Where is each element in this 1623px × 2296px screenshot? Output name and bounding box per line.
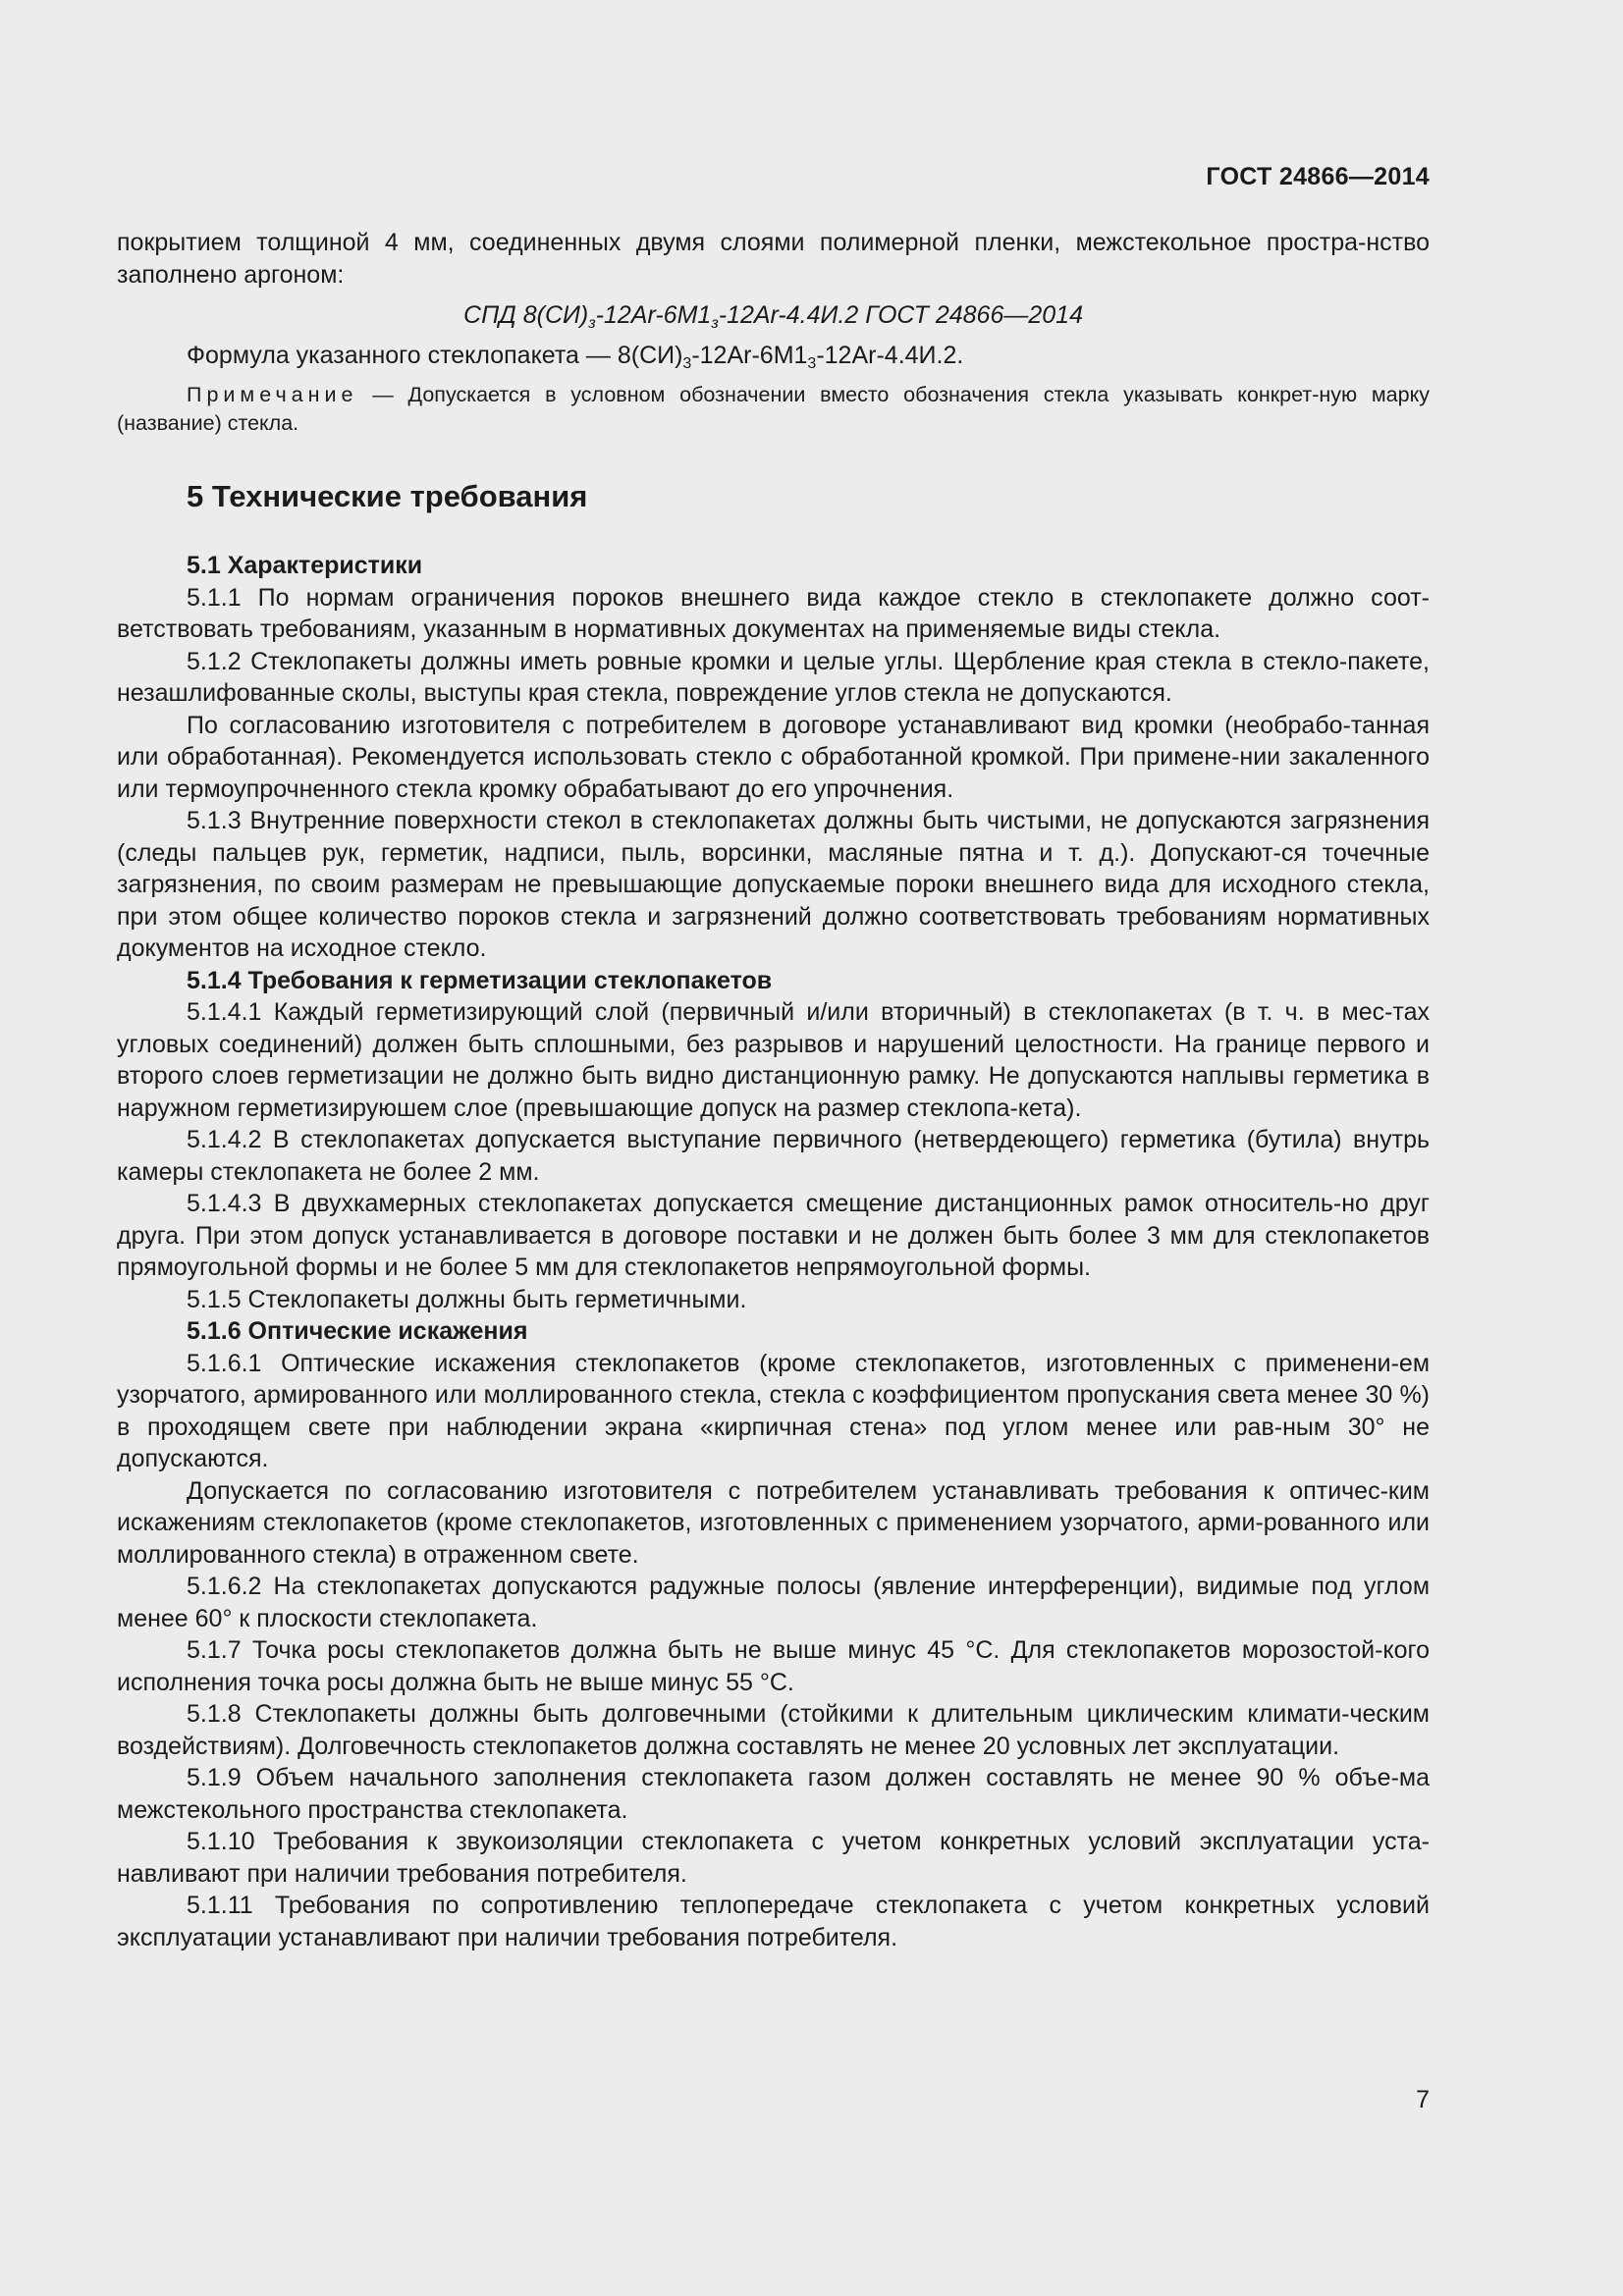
paragraph-5-1-8: 5.1.8 Стеклопакеты должны быть долговечными (стойкими к длительным циклическим климати-ческим воздействиям). Долговечность стеклопакетов должна составлять не менее 20 условных лет эксплуатации. bbox=[117, 1700, 1430, 1760]
document-id-header: ГОСТ 24866—2014 bbox=[1206, 163, 1430, 190]
page-number: 7 bbox=[1416, 2086, 1430, 2113]
paragraph-5-1-6-1: 5.1.6.1 Оптические искажения стеклопакетов (кроме стеклопакетов, изготовленных с применени-ем узорчатого, армированного или моллированного стекла, стекла с коэффициентом пропускания света менее 30 %) в проходящем свете при наблюдении экрана «кирпичная стена» под углом менее или рав-ным 30° не допускаются. bbox=[117, 1349, 1430, 1472]
formula-subscript: 3 bbox=[807, 354, 817, 372]
page-content bbox=[117, 227, 1430, 1953]
paragraph-5-1-2: 5.1.2 Стеклопакеты должны иметь ровные кромки и целые углы. Щербление края стекла в стекло-пакете, незашлифованные сколы, выступы края стекла, повреждение углов стекла не допускаются. bbox=[117, 647, 1430, 707]
formula-part: СПД 8(СИ) bbox=[463, 301, 589, 329]
paragraph-5-1-6-1-cont: Допускается по согласованию изготовителя с потребителем устанавливать требования к оптичес-ким искажениям стеклопакетов (кроме стеклопакетов, изготовленных с применением узорчатого, арми-рованного или моллированного стекла) в отраженном свете. bbox=[117, 1476, 1430, 1569]
paragraph-5-1-2-cont: По согласованию изготовителя с потребителем в договоре устанавливают вид кромки (необрабо-танная или обработанная). Рекомендуется использовать стекло с обработанной кромкой. При примене-нии закаленного или термоупрочненного стекла кромку обрабатывают до его упрочнения. bbox=[117, 711, 1430, 803]
formula-subscript: з bbox=[588, 315, 596, 332]
heading-5-1-6: 5.1.6 Оптические искажения bbox=[187, 1317, 528, 1345]
paragraph-5-1-4-3: 5.1.4.3 В двухкамерных стеклопакетах допускается смещение дистанционных рамок относитель-но друг друга. При этом допуск устанавливается в договоре поставки и не должен быть более 3 мм для стеклопакетов прямоугольной формы и не более 5 мм для стеклопакетов непрямоугольной формы. bbox=[117, 1190, 1430, 1281]
paragraph-5-1-10: 5.1.10 Требования к звукоизоляции стеклопакета с учетом конкретных условий эксплуатации уста-навливают при наличии требования потребителя. bbox=[117, 1828, 1430, 1888]
formula-text: -12Ar-6M1 bbox=[691, 341, 808, 369]
note-text: — Допускается в условном обозначении вместо обозначения стекла указывать конкрет-ную марку (название) стекла. bbox=[117, 383, 1430, 435]
paragraph-5-1-1: 5.1.1 По нормам ограничения пороков внешнего вида каждое стекло в стеклопакете должно соот-ветствовать требованиям, указанным в нормативных документах на применяемые виды стекла. bbox=[117, 583, 1430, 643]
formula-explanation bbox=[117, 340, 1430, 372]
paragraph-5-1-7: 5.1.7 Точка росы стеклопакетов должна быть не выше минус 45 °С. Для стеклопакетов морозостой-кого исполнения точка росы должна быть не выше минус 55 °С. bbox=[117, 1636, 1430, 1696]
paragraph-5-1-4-2: 5.1.4.2 В стеклопакетах допускается выступание первичного (нетвердеющего) герметика (бутила) внутрь камеры стеклопакета не более 2 мм. bbox=[117, 1126, 1430, 1186]
paragraph-5-1-5: 5.1.5 Стеклопакеты должны быть герметичными. bbox=[187, 1285, 747, 1313]
intro-paragraph: покрытием толщиной 4 мм, соединенных двумя слоями полимерной пленки, межстекольное простра-нство заполнено аргоном: bbox=[117, 229, 1430, 289]
paragraph-5-1-6-2: 5.1.6.2 На стеклопакетах допускаются радужные полосы (явление интерференции), видимые под углом менее 60° к плоскости стеклопакета. bbox=[117, 1573, 1430, 1632]
note-paragraph bbox=[117, 381, 1430, 438]
subsection-heading: 5.1 Характеристики bbox=[187, 552, 423, 579]
paragraph-5-1-9: 5.1.9 Объем начального заполнения стеклопакета газом должен составлять не менее 90 % объе-ма межстекольного пространства стеклопакета. bbox=[117, 1764, 1430, 1824]
paragraph-5-1-11: 5.1.11 Требования по сопротивлению теплопередаче стеклопакета с учетом конкретных условий эксплуатации устанавливают при наличии требования потребителя. bbox=[117, 1892, 1430, 1951]
designation-formula bbox=[117, 299, 1430, 332]
note-label: Примечание bbox=[187, 383, 358, 406]
formula-text: Формула указанного стеклопакета — 8(СИ) bbox=[187, 341, 683, 369]
formula-subscript: з bbox=[711, 315, 719, 332]
formula-text: -12Ar-4.4И.2. bbox=[816, 341, 964, 369]
formula-part: -12Ar-4.4И.2 ГОСТ 24866—2014 bbox=[718, 301, 1083, 329]
formula-part: -12Ar-6M1 bbox=[595, 301, 712, 329]
paragraph-5-1-4-1: 5.1.4.1 Каждый герметизирующий слой (первичный и/или вторичный) в стеклопакетах (в т. ч. в мес-тах угловых соединений) должен быть сплошными, без разрывов и нарушений целостности. На границе первого и второго слоев герметизации не должно быть видно дистанционную рамку. Не допускаются наплывы герметика в наружном герметизируюшем слое (превышающие допуск на размер стеклопа-кета). bbox=[117, 998, 1430, 1122]
paragraph-5-1-3: 5.1.3 Внутренние поверхности стекол в стеклопакетах должны быть чистыми, не допускаются загрязнения (следы пальцев рук, герметик, надписи, пыль, ворсинки, масляные пятна и т. д.). Допускают-ся точечные загрязнения, по своим размерам не превышающие допускаемые пороки внешнего вида для исходного стекла, при этом общее количество пороков стекла и загрязнений должно соответствовать требованиям нормативных документов на исходное стекло. bbox=[117, 807, 1430, 962]
formula-subscript: 3 bbox=[682, 354, 692, 372]
section-heading: 5 Технические требования bbox=[187, 479, 588, 513]
heading-5-1-4: 5.1.4 Требования к герметизации стеклопакетов bbox=[187, 966, 773, 994]
